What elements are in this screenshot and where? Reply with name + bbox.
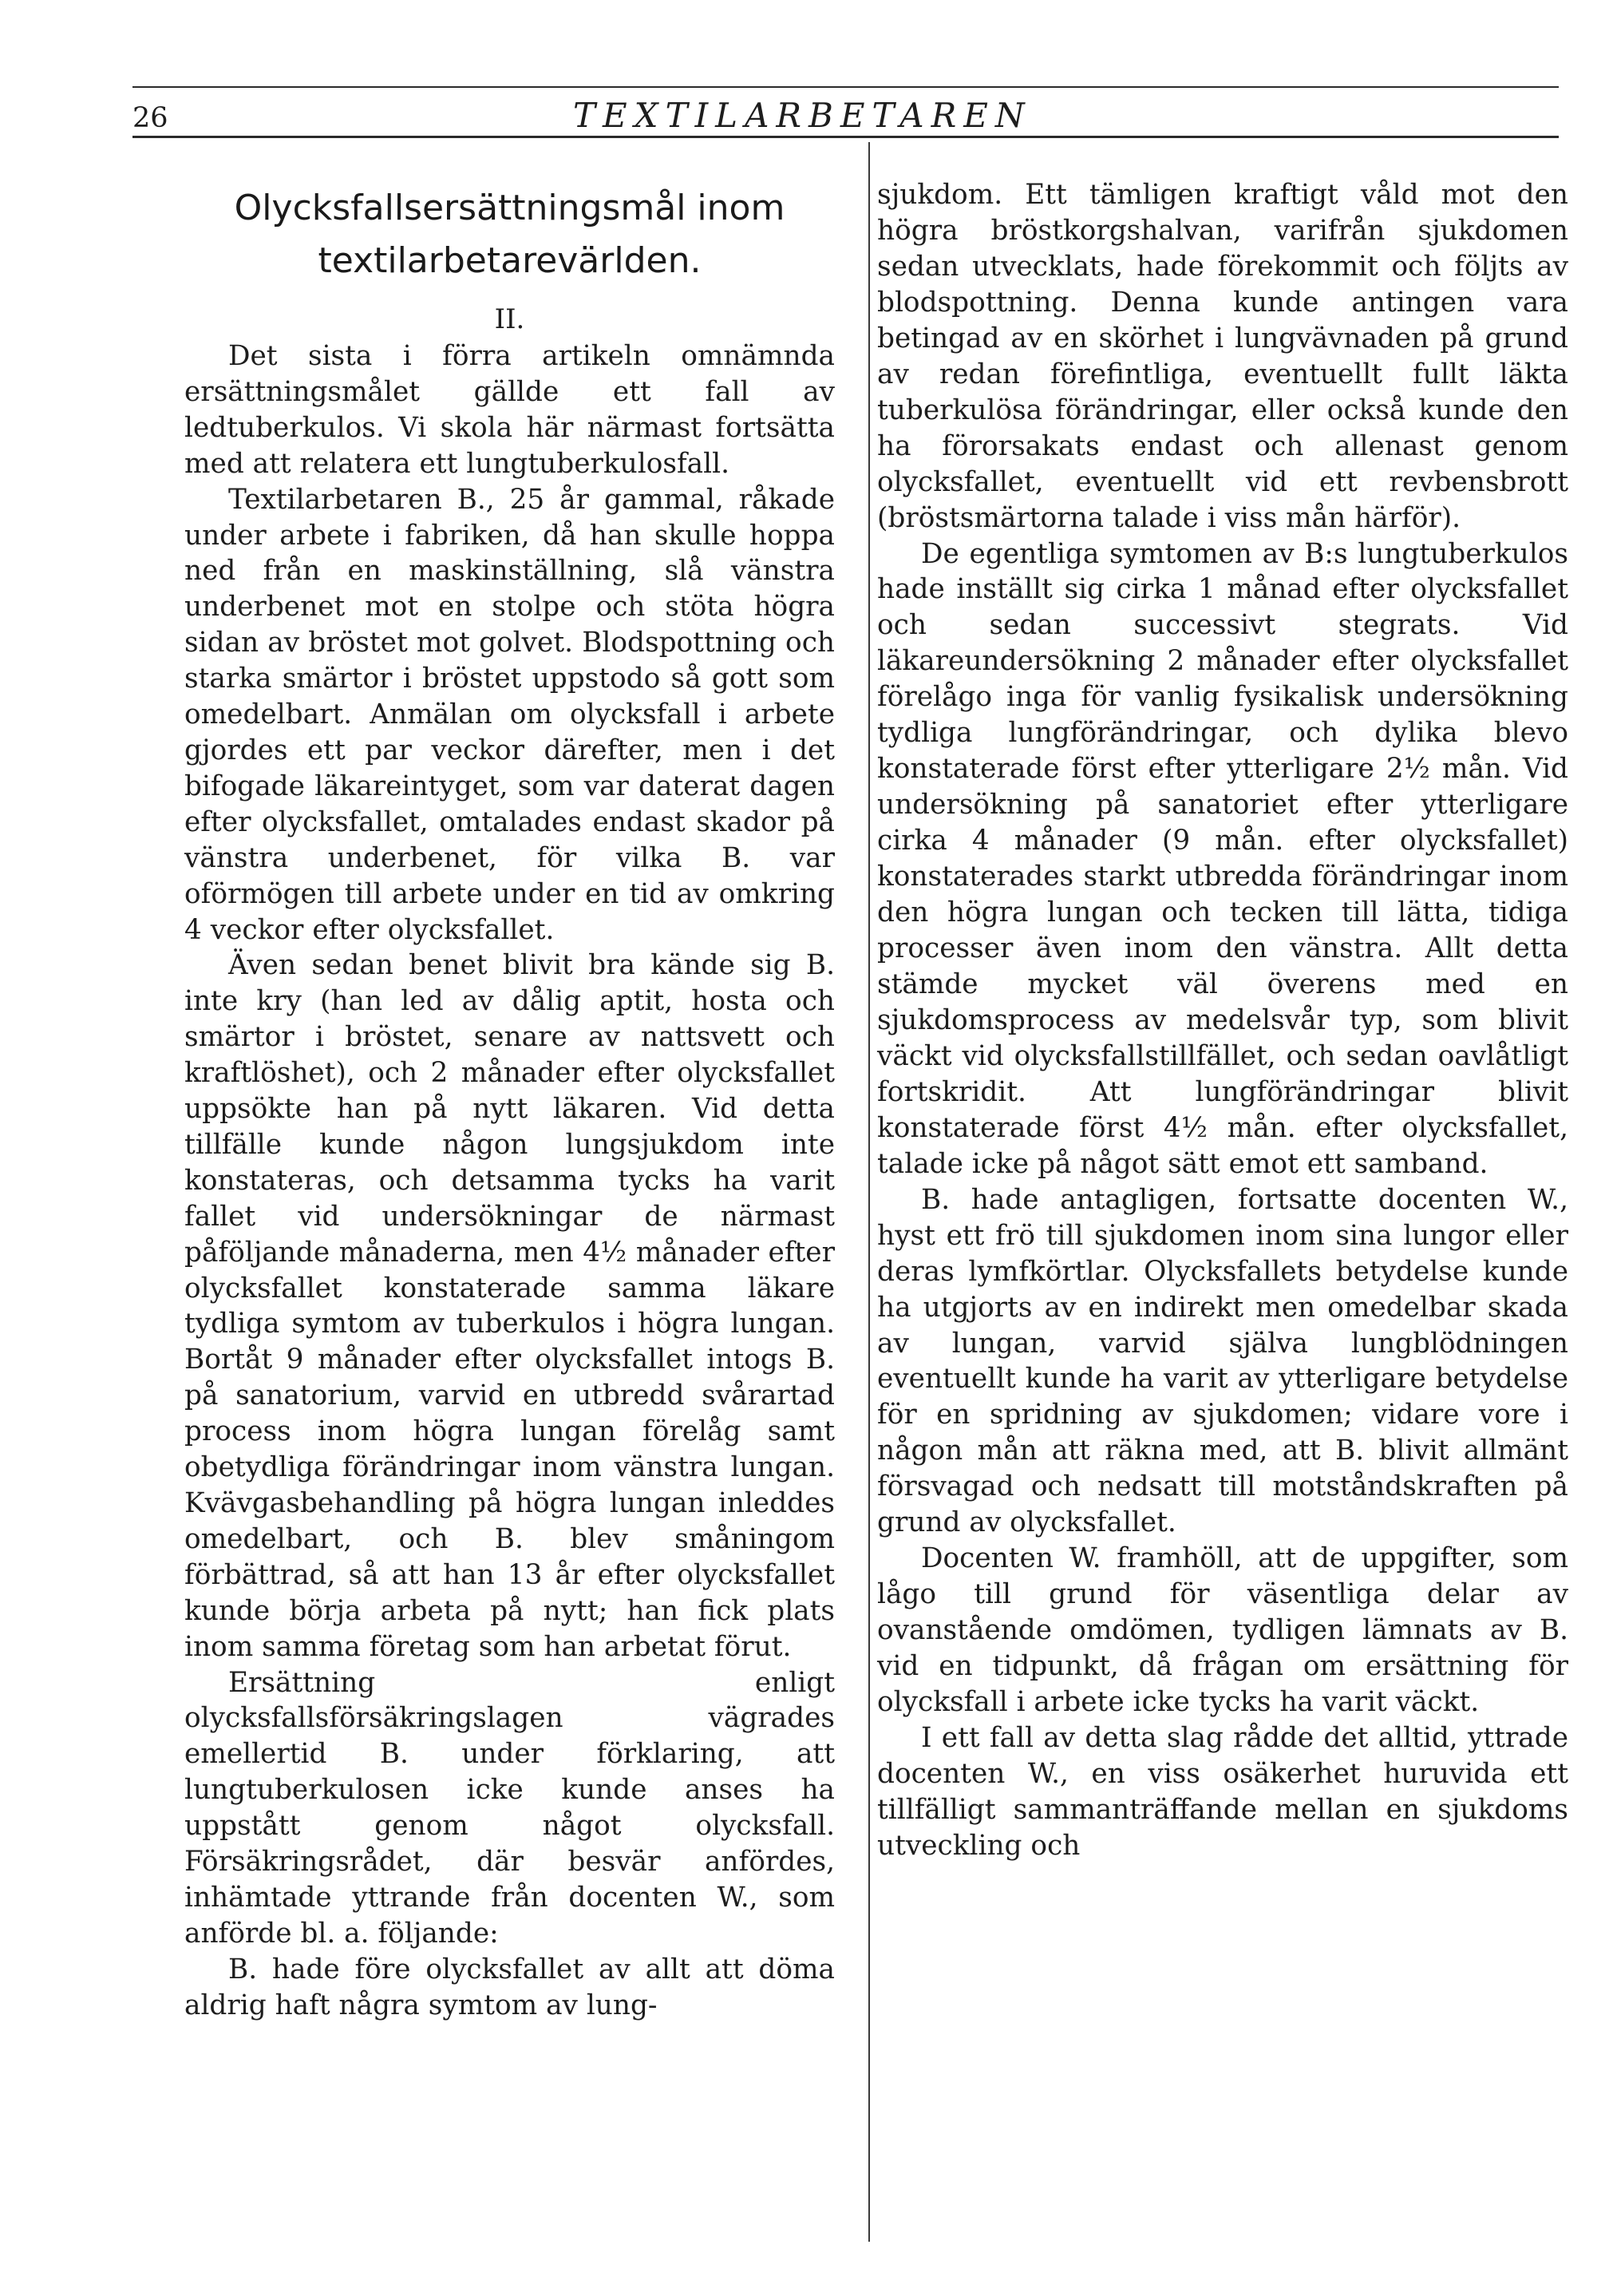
paragraph: I ett fall av detta slag rådde det alltid, yttrade docenten W., en viss osäkerhet huruvida ett tillfälligt sammanträffande mellan en sjukdoms utveckling och — [877, 1721, 1568, 1862]
right-column — [877, 177, 1568, 1864]
left-column — [184, 182, 835, 2024]
paragraph: Även sedan benet blivit bra kände sig B. inte kry (han led av dålig aptit, hosta och smärtor i bröstet, senare av nattsvett och kraftlöshet), och 2 månader efter olycksfallet uppsökte han på nytt läkaren. Vid detta tillfälle kunde någon lungsjukdom inte konstateras, och detsamma tycks ha varit fallet vid undersökningar de närmast påföljande månaderna, men 4½ månader efter olycksfallet konstaterade samma läkare tydliga symtom av tuberkulos i högra lungan. Bortåt 9 månader efter olycksfallet intogs B. på sanatorium, varvid en utbredd svårartad process inom högra lungan förelåg samt obetydliga förändringar inom vänstra lungan. Kvävgasbehandling på högra lungan inleddes omedelbart, och B. blev småningom förbättrad, så att han 13 år efter olycksfallet kunde börja arbeta på nytt; han fick plats inom samma företag som han arbetat förut. — [184, 949, 835, 1663]
paragraph: De egentliga symtomen av B:s lungtuberkulos hade inställt sig cirka 1 månad efter olycksfallet och sedan successivt stegrats. Vid läkareundersökning 2 månader efter olycksfallet förelågo inga för vanlig fysikalisk undersökning tydliga lungförändringar, och dylika blevo konstaterade först efter ytterligare 2½ mån. Vid undersökning på sanatoriet efter ytterligare cirka 4 månader (9 mån. efter olycksfallet) konstaterades starkt utbredda förändringar inom den högra lungan och tecken till lätta, tidiga processer även inom den vänstra. Allt detta stämde mycket väl överens med en sjukdomsprocess av medelsvår typ, som blivit väckt vid olycksfallstillfället, och sedan oavlåtligt fortskridit. Att lungförändringar blivit konstaterade först 4½ mån. efter olycksfallet, talade icke på något sätt emot ett samband. — [877, 537, 1568, 1180]
paragraph: B. hade antagligen, fortsatte docenten W., hyst ett frö till sjukdomen inom sina lungor eller deras lymfkörtlar. Olycksfallets betydelse kunde ha utgjorts av en indirekt men omedelbar skada av lungan, varvid själva lungblödningen eventuellt kunde ha varit av ytterligare betydelse för en spridning av sjukdomen; vidare vore i någon mån att räkna med, att B. blivit allmänt försvagad och nedsatt till motståndskraften på grund av olycksfallet. — [877, 1183, 1568, 1539]
paragraph: Textilarbetaren B., 25 år gammal, råkade under arbete i fabriken, då han skulle hoppa ned från en maskinställning, slå vänstra underbenet mot en stolpe och stöta högra sidan av bröstet mot golvet. Blodspottning och starka smärtor i bröstet uppstodo så gott som omedelbart. Anmälan om olycksfall i arbete gjordes ett par veckor därefter, men i det bifogade läkareintyget, som var daterat dagen efter olycksfallet, omtalades endast skador på vänstra underbenet, för vilka B. var oförmögen till arbete under en tid av omkring 4 veckor efter olycksfallet. — [184, 483, 835, 946]
page-number: 26 — [132, 102, 168, 134]
paragraph: Ersättning enligt olycksfallsförsäkringslagen vägrades emellertid B. under förklaring, att lungtuberkulosen icke kunde anses ha uppstått genom något olycksfall. Försäkringsrådet, där besvär anfördes, inhämtade yttrande från docenten W., som anförde bl. a. följande: — [184, 1666, 835, 1950]
title-line-2: textilarbetarevärlden. — [318, 240, 702, 281]
header-rule-bottom — [132, 136, 1559, 138]
header-rule-top — [132, 86, 1559, 88]
title-line-1: Olycksfallsersättningsmål inom — [234, 188, 785, 228]
paragraph: sjukdom. Ett tämligen kraftigt våld mot den högra bröstkorgshalvan, varifrån sjukdomen sedan utvecklats, hade förekommit och följts av blodspottning. Denna kunde antingen vara betingad av en skörhet i lungvävnaden på grund av redan förefintliga, eventuellt fullt läkta tuberkulösa förändringar, eller också kunde den ha förorsakats endast och allenast genom olycksfallet, eventuellt vid ett revbensbrott (bröstsmärtorna talade i viss mån härför). — [877, 179, 1568, 534]
article-title — [184, 182, 835, 287]
running-title: TEXTILARBETAREN — [573, 96, 1032, 135]
part-number: II. — [494, 303, 525, 335]
paragraph: B. hade före olycksfallet av allt att döma aldrig haft några symtom av lung- — [184, 1953, 835, 2021]
paragraph: Docenten W. framhöll, att de uppgifter, som lågo till grund för väsentliga delar av ovanstående omdömen, tydligen lämnats av B. vid en tidpunkt, då frågan om ersättning för olycksfall i arbete icke tycks ha varit väckt. — [877, 1542, 1568, 1719]
column-divider — [868, 142, 870, 2242]
paragraph: Det sista i förra artikeln omnämnda ersättningsmålet gällde ett fall av ledtuberkulos. Vi skola här närmast fortsätta med att relatera ett lungtuberkulosfall. — [184, 340, 835, 480]
